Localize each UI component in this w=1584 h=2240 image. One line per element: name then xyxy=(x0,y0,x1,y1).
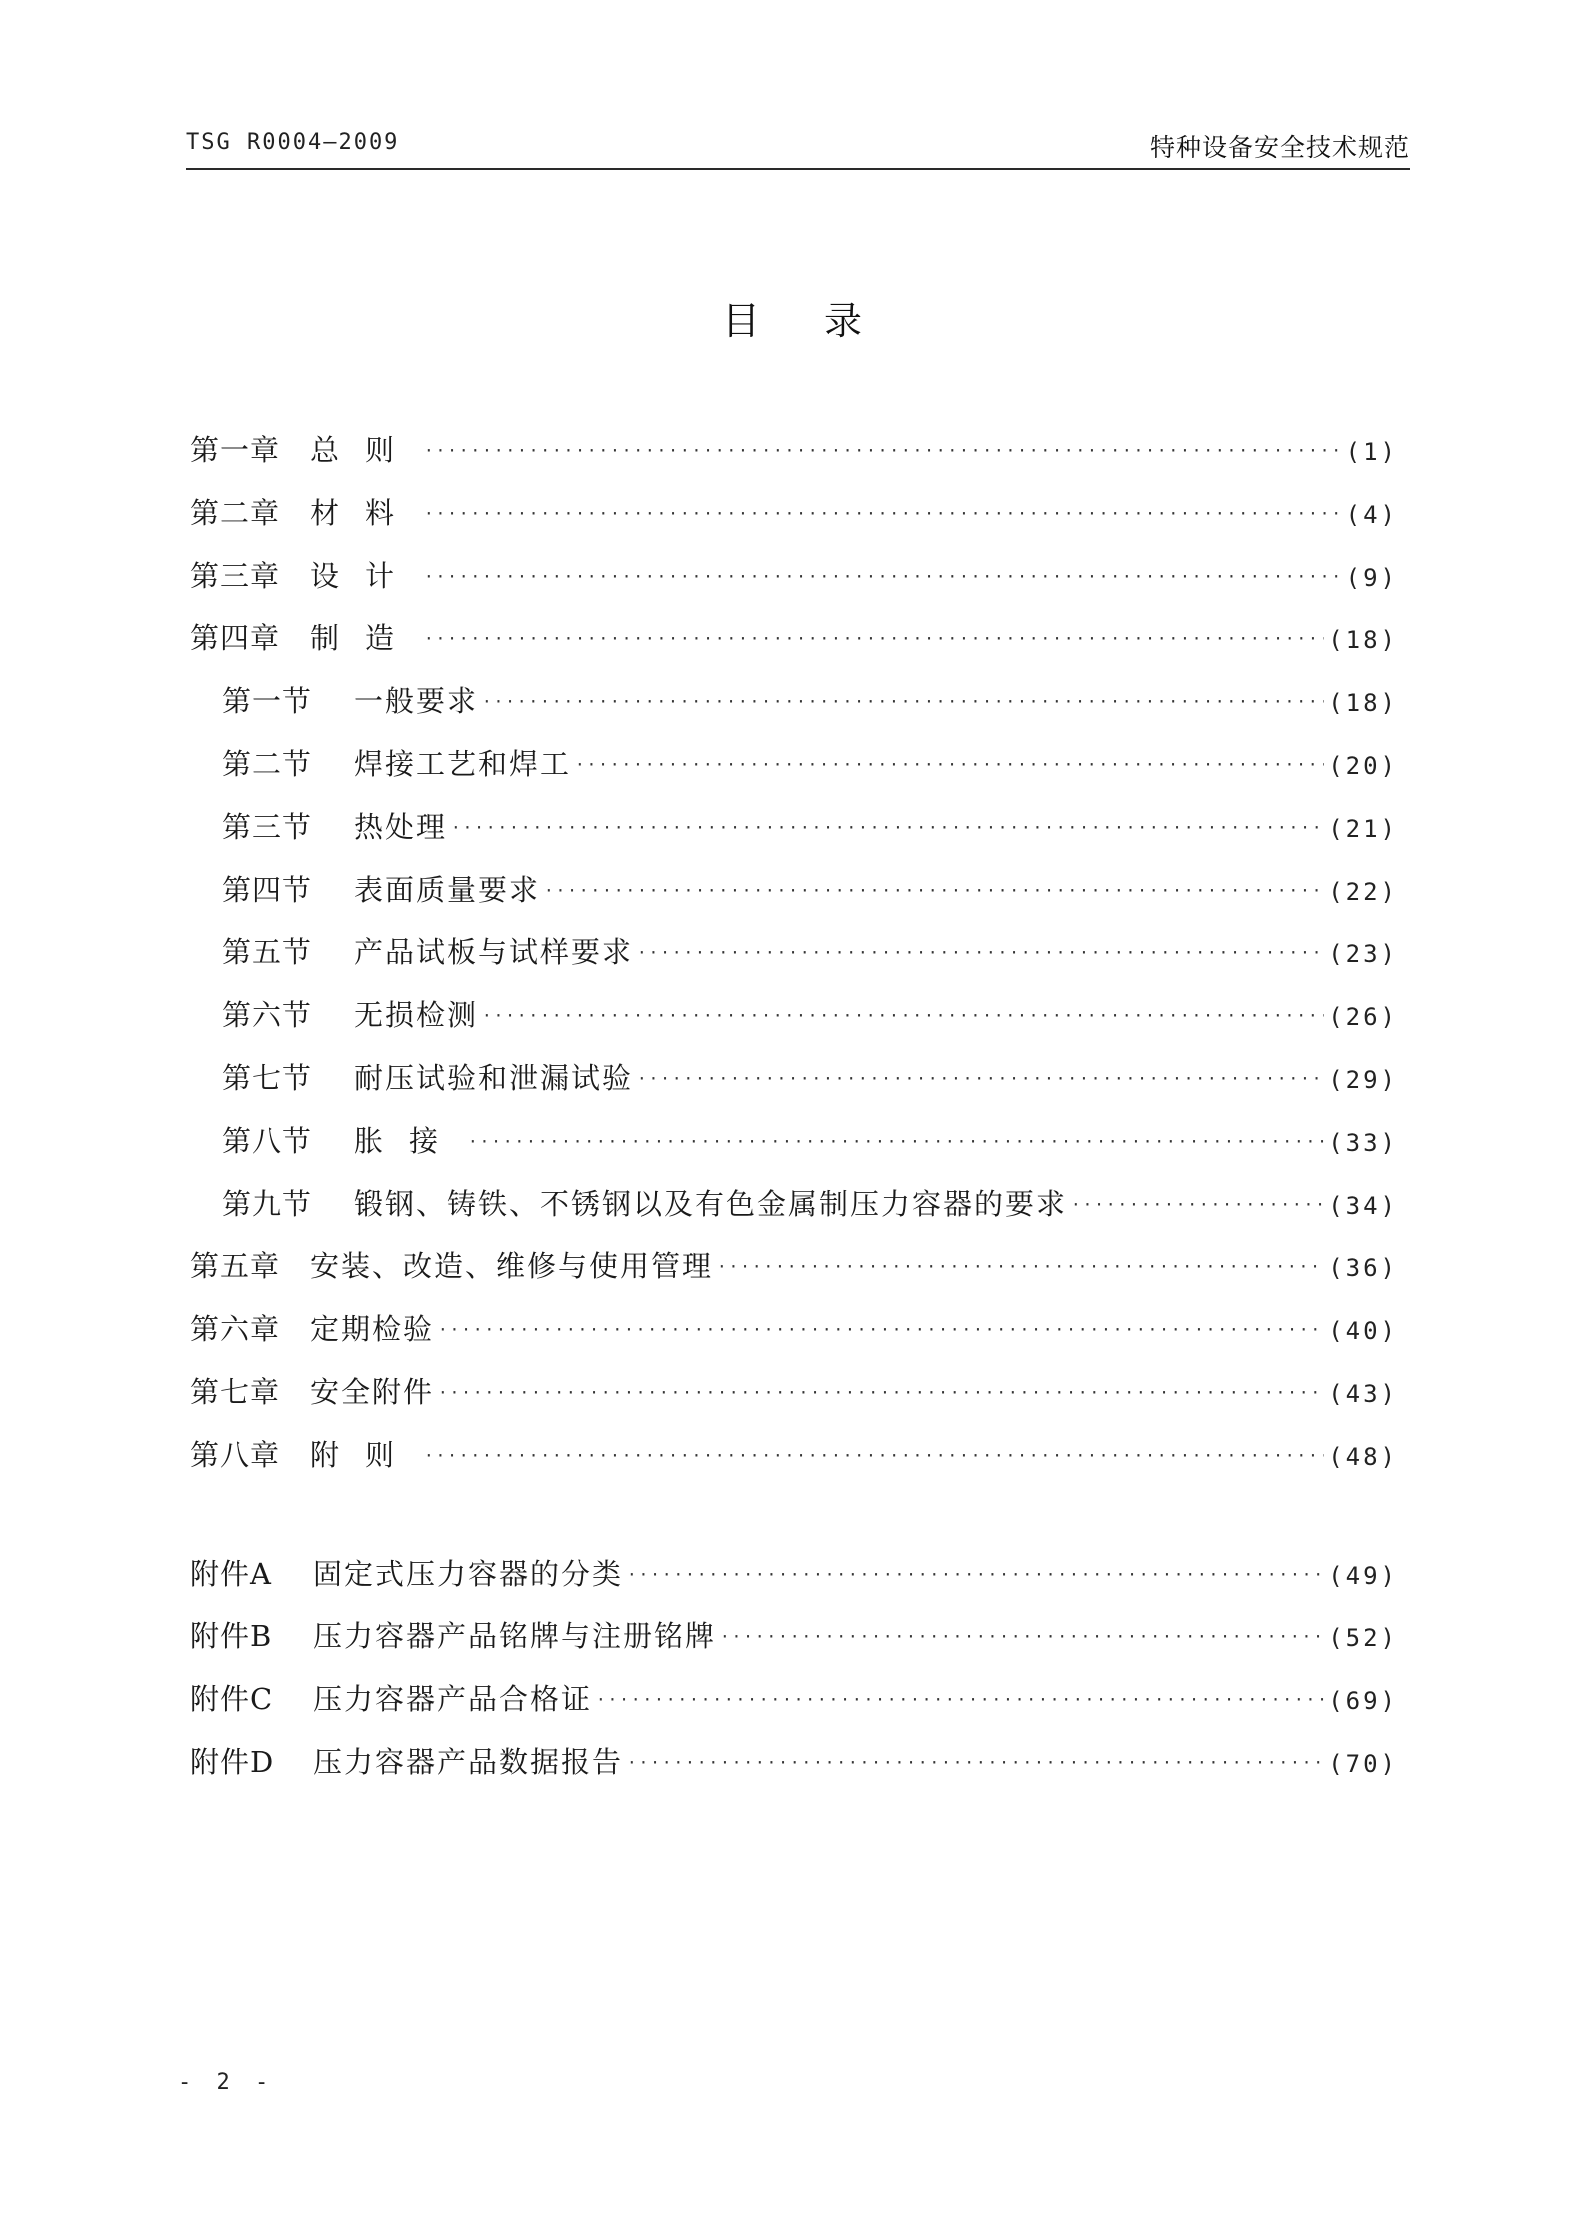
dot-leader xyxy=(424,629,1324,648)
toc-entry-title: 压力容器产品铭牌与注册铭牌 xyxy=(313,1619,717,1654)
toc-entry-chapter-5[interactable] xyxy=(190,1244,1398,1307)
toc-entry-title: 胀接 xyxy=(354,1123,465,1158)
toc-entry-label: 第七章 xyxy=(190,1374,281,1409)
dot-leader xyxy=(424,441,1342,460)
toc-entry-section-7[interactable] xyxy=(190,1056,1398,1119)
toc-entry-chapter-8[interactable] xyxy=(190,1433,1398,1496)
toc-entry-page: (18) xyxy=(1328,626,1398,655)
dot-leader xyxy=(424,504,1342,523)
toc-entry-chapter-4[interactable] xyxy=(190,616,1398,679)
toc-entry-title: 锻钢、铸铁、不锈钢以及有色金属制压力容器的要求 xyxy=(354,1186,1068,1221)
toc-entry-appendix-c[interactable] xyxy=(190,1677,1398,1740)
toc-entry-section-2[interactable] xyxy=(190,742,1398,805)
toc-entry-label: 附件D xyxy=(190,1744,275,1779)
toc-entry-label: 第六章 xyxy=(190,1312,281,1347)
dot-leader xyxy=(482,1006,1324,1025)
dot-leader xyxy=(596,1690,1324,1709)
toc-entry-label: 第五节 xyxy=(222,935,313,970)
toc-entry-title: 制造 xyxy=(310,621,421,656)
toc-entry-title: 热处理 xyxy=(354,809,448,844)
toc-entry-label: 第二章 xyxy=(190,495,281,530)
toc-entry-page: (21) xyxy=(1328,814,1398,843)
toc-entry-title: 耐压试验和泄漏试验 xyxy=(354,1060,634,1095)
toc-entry-page: (43) xyxy=(1328,1379,1398,1408)
toc-entry-label: 附件A xyxy=(190,1556,272,1591)
toc-entry-page: (52) xyxy=(1328,1624,1398,1653)
toc-entry-page: (20) xyxy=(1328,751,1398,780)
toc-entry-page: (4) xyxy=(1345,500,1398,529)
toc-entry-page: (70) xyxy=(1328,1749,1398,1778)
toc-entry-appendix-d[interactable] xyxy=(190,1740,1398,1803)
toc-entry-label: 第一章 xyxy=(190,433,281,467)
toc-entry-label: 第一节 xyxy=(222,684,313,719)
dot-leader xyxy=(720,1627,1324,1646)
dot-leader xyxy=(637,1069,1324,1088)
toc-entry-title: 焊接工艺和焊工 xyxy=(354,746,572,781)
toc-entry-chapter-7[interactable] xyxy=(190,1370,1398,1433)
toc-entry-appendix-a[interactable] xyxy=(190,1552,1398,1615)
toc-entry-page: (49) xyxy=(1328,1561,1398,1590)
dot-leader xyxy=(544,881,1324,900)
dot-leader xyxy=(424,567,1342,586)
toc-entry-title: 附则 xyxy=(310,1437,421,1472)
toc-entry-section-9[interactable] xyxy=(190,1182,1398,1245)
toc-entry-label: 第七节 xyxy=(222,1060,313,1095)
dot-leader xyxy=(627,1753,1324,1772)
series-title: 特种设备安全技术规范 xyxy=(1149,133,1410,162)
dot-leader xyxy=(438,1383,1324,1402)
toc-entry-page: (22) xyxy=(1328,877,1398,906)
toc-entry-page: (23) xyxy=(1328,940,1398,969)
dot-leader xyxy=(438,1320,1324,1339)
dot-leader xyxy=(627,1565,1324,1584)
toc-entry-title: 产品试板与试样要求 xyxy=(354,935,634,970)
dot-leader xyxy=(575,755,1324,774)
toc-entry-page: (69) xyxy=(1328,1687,1398,1716)
toc-entry-page: (34) xyxy=(1328,1191,1398,1220)
toc-entry-title: 无损检测 xyxy=(354,998,479,1033)
toc-entry-page: (40) xyxy=(1328,1317,1398,1346)
toc-entry-title: 固定式压力容器的分类 xyxy=(313,1556,624,1591)
toc-entry-title: 总则 xyxy=(310,433,421,467)
toc-entry-section-8[interactable] xyxy=(190,1119,1398,1182)
toc-entry-title: 表面质量要求 xyxy=(354,872,541,907)
toc-entry-chapter-2[interactable] xyxy=(190,491,1398,554)
toc-entry-title: 一般要求 xyxy=(354,684,479,719)
toc-entry-page: (48) xyxy=(1328,1442,1398,1471)
toc-entry-page: (18) xyxy=(1328,689,1398,718)
dot-leader xyxy=(482,692,1324,711)
toc-entry-label: 第六节 xyxy=(222,998,313,1033)
toc-entry-page: (36) xyxy=(1328,1254,1398,1283)
dot-leader xyxy=(717,1257,1324,1276)
toc-entry-chapter-6[interactable] xyxy=(190,1307,1398,1370)
toc-entry-title: 设计 xyxy=(310,558,421,593)
toc-entry-label: 附件C xyxy=(190,1682,274,1717)
dot-leader xyxy=(468,1132,1324,1151)
toc-entry-page: (26) xyxy=(1328,1003,1398,1032)
toc-entry-title: 安装、改造、维修与使用管理 xyxy=(310,1249,714,1284)
toc-entry-page: (9) xyxy=(1345,563,1398,592)
toc-entry-title: 材料 xyxy=(310,495,421,530)
toc-entry-title: 压力容器产品合格证 xyxy=(313,1682,593,1717)
toc-entry-section-4[interactable] xyxy=(190,868,1398,931)
toc-entry-label: 附件B xyxy=(190,1619,273,1654)
toc-entry-appendix-b[interactable] xyxy=(190,1614,1398,1677)
toc-entry-section-5[interactable] xyxy=(190,930,1398,993)
toc-entry-page: (33) xyxy=(1328,1128,1398,1157)
page-title: 目录 xyxy=(721,299,926,343)
toc-entry-title: 压力容器产品数据报告 xyxy=(313,1744,624,1779)
dot-leader xyxy=(637,943,1324,962)
running-header xyxy=(186,128,1410,170)
toc-entry-chapter-3[interactable] xyxy=(190,554,1398,617)
toc-entry-title: 定期检验 xyxy=(310,1312,435,1347)
toc-entry-label: 第三节 xyxy=(222,809,313,844)
toc-entry-label: 第四节 xyxy=(222,872,313,907)
toc-entry-label: 第八章 xyxy=(190,1437,281,1472)
toc-entry-title: 安全附件 xyxy=(310,1374,435,1409)
toc-entry-label: 第五章 xyxy=(190,1249,281,1284)
toc-entry-label: 第三章 xyxy=(190,558,281,593)
toc-entry-section-1[interactable] xyxy=(190,679,1398,742)
standard-code: TSG R0004—2009 xyxy=(186,130,400,155)
dot-leader xyxy=(451,818,1324,837)
toc-entry-page: (1) xyxy=(1345,438,1398,466)
toc-entry-chapter-1[interactable] xyxy=(190,428,1398,491)
dot-leader xyxy=(1071,1195,1324,1214)
toc-entry-section-3[interactable] xyxy=(190,805,1398,868)
toc-entry-label: 第九节 xyxy=(222,1186,313,1221)
toc-entry-label: 第八节 xyxy=(222,1123,313,1158)
table-of-contents xyxy=(190,428,1398,1803)
toc-entry-label: 第二节 xyxy=(222,746,313,781)
toc-entry-section-6[interactable] xyxy=(190,993,1398,1056)
toc-entry-label: 第四章 xyxy=(190,621,281,656)
page-number: - 2 - xyxy=(178,2070,275,2095)
toc-entry-page: (29) xyxy=(1328,1065,1398,1094)
dot-leader xyxy=(424,1446,1324,1465)
